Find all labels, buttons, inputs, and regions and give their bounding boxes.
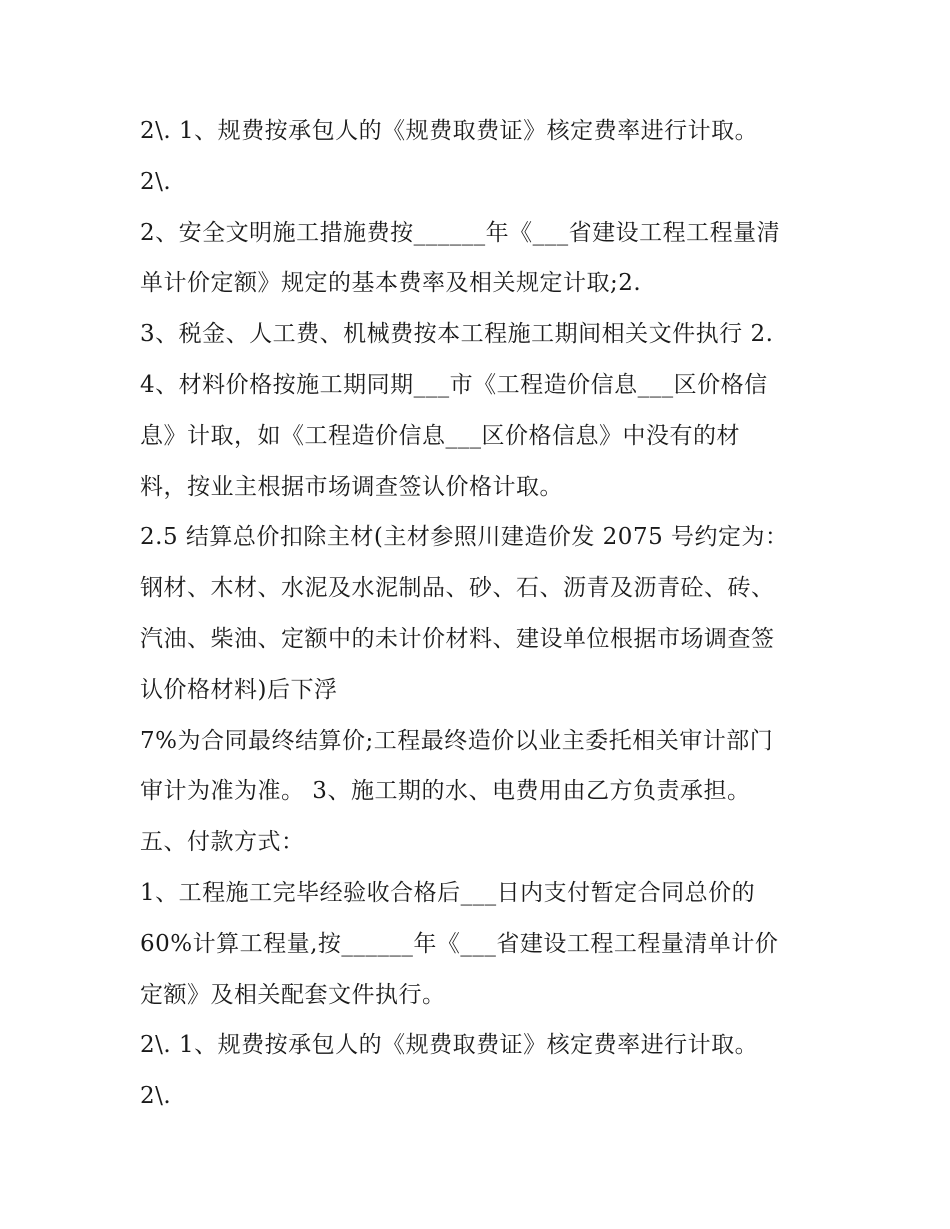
text-line: 60%计算工程量,按______年《___省建设工程工程量清单计价 [140,930,779,957]
text-line: 2、安全文明施工措施费按______年《___省建设工程工程量清 [140,219,781,246]
document-body [140,106,830,1122]
text-line: 1、工程施工完毕经验收合格后___日内支付暂定合同总价的 [140,879,756,906]
text-line: 钢材、木材、水泥及水泥制品、砂、石、沥青及沥青砼、砖、 [140,575,775,602]
text-line: 息》计取，如《工程造价信息___区价格信息》中没有的材 [140,422,740,449]
text-line: 2\. [140,1083,172,1110]
text-line: 2\. 1、规费按承包人的《规费取费证》核定费率进行计取。 [140,118,759,144]
text-line: 料，按业主根据市场调查签认价格计取。 [140,473,563,500]
text-line: 4、材料价格按施工期同期___市《工程造价信息___区价格信 [140,371,768,398]
text-line: 汽油、柴油、定额中的未计价材料、建设单位根据市场调查签 [140,625,775,652]
text-line: 7%为合同最终结算价;工程最终造价以业主委托相关审计部门 [140,727,774,754]
section-heading: 五、付款方式： [140,829,305,856]
text-line: 2\. [140,168,172,195]
text-line: 定额》及相关配套文件执行。 [140,981,446,1008]
text-line: 认价格材料)后下浮 [140,676,338,703]
text-line: 2.5 结算总价扣除主材(主材参照川建造价发 2075 号约定为： [140,524,789,551]
text-line: 3、税金、人工费、机械费按本工程施工期间相关文件执行 2. [140,321,774,348]
text-line: 审计为准为准。 3、施工期的水、电费用由乙方负责承担。 [140,778,751,805]
text-line: 2\. 1、规费按承包人的《规费取费证》核定费率进行计取。 [140,1032,759,1059]
text-line: 单计价定额》规定的基本费率及相关规定计取;2. [140,270,642,297]
